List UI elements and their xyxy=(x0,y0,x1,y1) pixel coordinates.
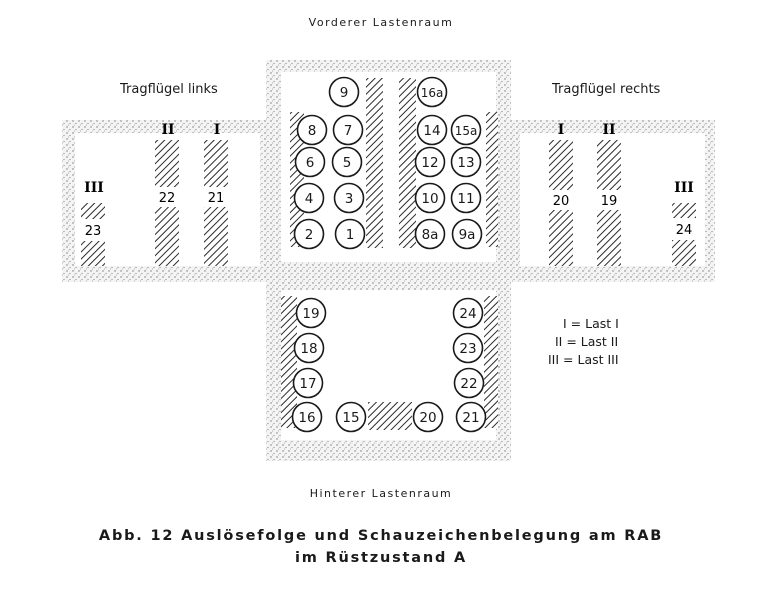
roman-numeral-label: I xyxy=(213,122,221,138)
front-bay-right-number: 11 xyxy=(457,191,475,207)
front-bay-left-number: 5 xyxy=(342,155,352,171)
front-bay-left-number: 2 xyxy=(304,227,314,243)
front-bay-right-number: 8a xyxy=(421,227,439,243)
right-wing-title: Tragflügel rechts xyxy=(552,82,661,97)
roman-numeral-label: II xyxy=(602,122,616,138)
rear-cargo-label: Hinterer Lastenraum xyxy=(309,487,453,500)
wing-store-label: 19 xyxy=(600,194,618,209)
left-wing-title: Tragflügel links xyxy=(120,82,218,97)
front-rail-right xyxy=(486,112,498,247)
front-bay-left-number: 3 xyxy=(344,191,354,207)
rear-bay-left-number: 19 xyxy=(302,306,320,322)
legend-row-1: I = Last I xyxy=(563,316,619,331)
rear-bay-right-number: 22 xyxy=(460,376,478,392)
front-bay-right-number: 15a xyxy=(454,124,478,138)
rear-bay-left-number: 15 xyxy=(342,410,360,426)
wing-store-label: 24 xyxy=(675,223,693,238)
front-cargo-label: Vorderer Lastenraum xyxy=(308,16,454,29)
wing-store-label: 22 xyxy=(158,191,176,206)
rear-bay-right-number: 24 xyxy=(459,306,477,322)
front-bay-left-number: 7 xyxy=(343,123,353,139)
front-bay-left-number: 1 xyxy=(345,227,355,243)
roman-numeral-label: III xyxy=(674,180,694,196)
roman-numeral-label: II xyxy=(161,122,175,138)
figure-caption-line-2: im Rüstzustand A xyxy=(294,550,468,566)
front-rail-center-right xyxy=(399,78,416,248)
rear-bay-left-number: 16 xyxy=(298,410,316,426)
front-bay-left-number: 8 xyxy=(307,123,317,139)
legend-row-3: III = Last III xyxy=(548,352,619,367)
rear-bay-right-number: 20 xyxy=(419,410,437,426)
front-bay-right-number: 12 xyxy=(421,155,439,171)
front-bay-right-number: 16a xyxy=(420,86,444,100)
figure-caption-line-1: Abb. 12 Auslösefolge und Schauzeichenbelegung am RAB xyxy=(98,528,664,544)
rear-bay-right-number: 21 xyxy=(462,410,480,426)
front-rail-center-left xyxy=(366,78,383,248)
rear-bay-left-number: 18 xyxy=(300,341,318,357)
rear-bay-right-number: 23 xyxy=(459,341,477,357)
roman-numeral-label: I xyxy=(557,122,565,138)
roman-numeral-label: III xyxy=(84,180,104,196)
rear-rail-right xyxy=(484,296,498,428)
wing-store-label: 20 xyxy=(552,194,570,209)
legend-row-2: II = Last II xyxy=(555,334,619,349)
front-bay-right-number: 9a xyxy=(458,227,476,243)
wing-store-label: 23 xyxy=(84,224,102,239)
front-bay-right-number: 13 xyxy=(457,155,475,171)
front-bay-left-number: 4 xyxy=(304,191,314,207)
front-bay-left-number: 6 xyxy=(305,155,315,171)
wing-store-label: 21 xyxy=(207,191,225,206)
front-bay-left-number: 9 xyxy=(339,85,349,101)
rear-rail-bottom xyxy=(368,402,412,430)
front-bay-right-number: 14 xyxy=(423,123,441,139)
rear-bay-left-number: 17 xyxy=(299,376,317,392)
front-bay-right-number: 10 xyxy=(421,191,439,207)
